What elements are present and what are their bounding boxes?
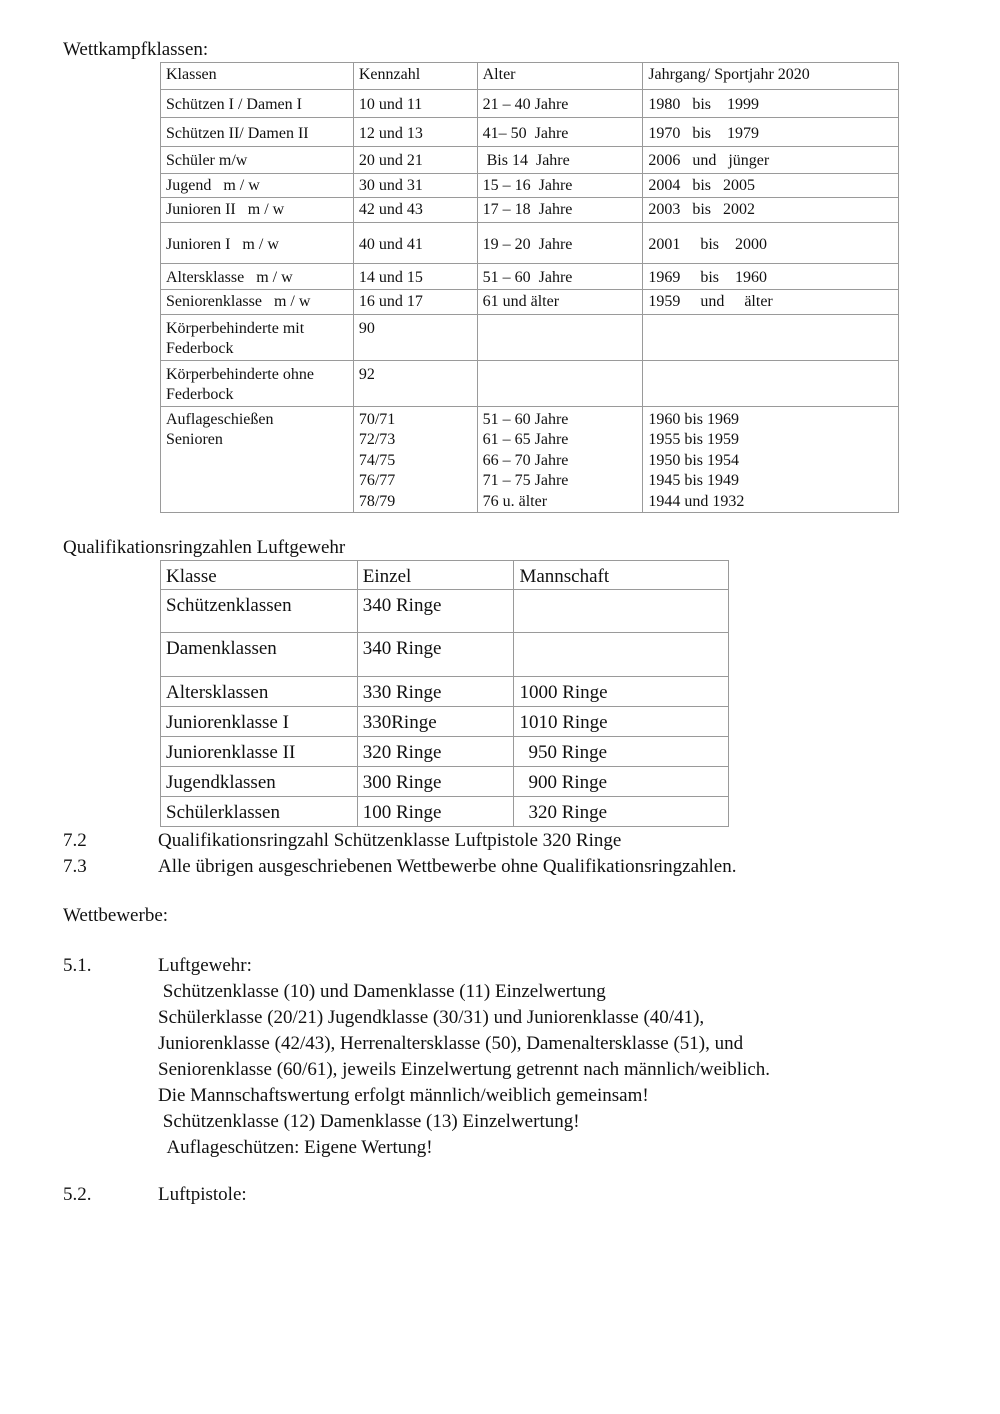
table-cell: 2006 und jünger [643,147,899,174]
table-cell: 300 Ringe [357,767,514,797]
table-cell: 20 und 21 [353,147,477,174]
section-5-1-body [158,979,770,1161]
table-cell: 1960 bis 1969 1955 bis 1959 1950 bis 1954 1945 bis 1949 1944 und 1932 [643,406,899,513]
table-cell [477,360,643,406]
table-cell: 2004 bis 2005 [643,174,899,198]
qualification-table [160,560,729,827]
table-cell: 1010 Ringe [514,707,729,737]
section-title: Luftgewehr: [158,955,252,976]
table-row [161,118,899,147]
table-row [161,406,899,513]
item-text: Qualifikationsringzahl Schützenklasse Luftpistole 320 Ringe [158,830,622,851]
table-row [161,264,899,290]
table-row [161,590,729,633]
table-cell: 51 – 60 Jahre [477,264,643,290]
section-title: Luftpistole: [158,1184,247,1205]
table-cell: Damenklassen [161,633,358,677]
table-row [161,360,899,406]
section-number: 5.1. [63,955,92,976]
table-cell: 320 Ringe [514,797,729,827]
table-cell: 15 – 16 Jahre [477,174,643,198]
table-cell: 14 und 15 [353,264,477,290]
table-cell: 92 [353,360,477,406]
table-cell: 900 Ringe [514,767,729,797]
table-cell: 1980 bis 1999 [643,90,899,118]
table-cell: 42 und 43 [353,198,477,223]
table-cell: Auflageschießen Senioren [161,406,354,513]
table-cell: Junioren I m / w [161,223,354,264]
table-cell: Seniorenklasse m / w [161,289,354,314]
table-cell: Juniorenklasse I [161,707,358,737]
wettbewerbe-title: Wettbewerbe: [63,905,169,926]
table-cell: 1000 Ringe [514,677,729,707]
table-cell: Schützen II/ Damen II [161,118,354,147]
body-line: Seniorenklasse (60/61), jeweils Einzelwertung getrennt nach männlich/weiblich. [158,1059,771,1080]
table-cell: 2001 bis 2000 [643,223,899,264]
table-cell: 10 und 11 [353,90,477,118]
table-cell: 40 und 41 [353,223,477,264]
table-cell: Jugendklassen [161,767,358,797]
table-cell: 51 – 60 Jahre 61 – 65 Jahre 66 – 70 Jahre 71 – 75 Jahre 76 u. älter [477,406,643,513]
table-row [161,633,729,677]
table-cell: 950 Ringe [514,737,729,767]
table-row [161,90,899,118]
table-cell: Einzel [357,561,514,590]
table-cell: Schülerklassen [161,797,358,827]
table-cell: Schüler m/w [161,147,354,174]
table-row [161,198,899,223]
table-row [161,737,729,767]
body-line: Auflageschützen: Eigene Wertung! [158,1137,433,1158]
table-cell: 30 und 31 [353,174,477,198]
table-cell: 320 Ringe [357,737,514,767]
table-cell: Klassen [161,63,354,90]
table-cell: 340 Ringe [357,590,514,633]
table-cell: Altersklasse m / w [161,264,354,290]
table-cell: 330 Ringe [357,677,514,707]
table-cell [514,633,729,677]
body-line: Die Mannschaftswertung erfolgt männlich/weiblich gemeinsam! [158,1085,649,1106]
table-header-row [161,561,729,590]
table-cell: 1959 und älter [643,289,899,314]
table-row [161,223,899,264]
classes-table [160,62,899,513]
table-cell: 17 – 18 Jahre [477,198,643,223]
table-cell: 12 und 13 [353,118,477,147]
table-cell: Bis 14 Jahre [477,147,643,174]
qual-title: Qualifikationsringzahlen Luftgewehr [63,537,346,558]
table-cell: 70/71 72/73 74/75 76/77 78/79 [353,406,477,513]
table-cell: 2003 bis 2002 [643,198,899,223]
table-cell: 1970 bis 1979 [643,118,899,147]
table-cell: Klasse [161,561,358,590]
table-cell: 1969 bis 1960 [643,264,899,290]
table-header-row [161,63,899,90]
table-row [161,289,899,314]
body-line: Schülerklasse (20/21) Jugendklasse (30/31) und Juniorenklasse (40/41), [158,1007,705,1028]
table-cell: Jahrgang/ Sportjahr 2020 [643,63,899,90]
table-cell: Kennzahl [353,63,477,90]
table-cell [643,360,899,406]
body-line: Schützenklasse (12) Damenklasse (13) Einzelwertung! [158,1111,580,1132]
table-row [161,174,899,198]
item-number: 7.3 [63,856,87,877]
table-row [161,677,729,707]
section-number: 5.2. [63,1184,92,1205]
item-number: 7.2 [63,830,87,851]
table-row [161,314,899,360]
item-7-2 [63,828,963,854]
item-7-3 [63,854,963,880]
item-text: Alle übrigen ausgeschriebenen Wettbewerbe ohne Qualifikationsringzahlen. [158,856,737,877]
table-cell: 90 [353,314,477,360]
table-row [161,797,729,827]
table-cell [643,314,899,360]
table-cell: Körperbehinderte ohne Federbock [161,360,354,406]
table-cell: 41– 50 Jahre [477,118,643,147]
table-cell: Juniorenklasse II [161,737,358,767]
table-cell: 16 und 17 [353,289,477,314]
section-5-2 [63,1182,963,1208]
table-cell: Junioren II m / w [161,198,354,223]
table-cell: 19 – 20 Jahre [477,223,643,264]
section-5-1 [63,953,963,979]
table-cell: 330Ringe [357,707,514,737]
body-line: Schützenklasse (10) und Damenklasse (11) Einzelwertung [158,981,606,1002]
table-row [161,707,729,737]
table-cell: 340 Ringe [357,633,514,677]
body-line: Juniorenklasse (42/43), Herrenaltersklasse (50), Damenaltersklasse (51), und [158,1033,744,1054]
table-cell [514,590,729,633]
table-row [161,147,899,174]
table-cell: Mannschaft [514,561,729,590]
table-cell: 21 – 40 Jahre [477,90,643,118]
table-cell: Alter [477,63,643,90]
table-row [161,767,729,797]
table-cell: Körperbehinderte mit Federbock [161,314,354,360]
table-cell: Jugend m / w [161,174,354,198]
table-cell: Altersklassen [161,677,358,707]
table-cell [477,314,643,360]
section-title-wettkampfklassen: Wettkampfklassen: [63,39,209,60]
table-cell: Schützen I / Damen I [161,90,354,118]
table-cell: 100 Ringe [357,797,514,827]
table-cell: Schützenklassen [161,590,358,633]
table-cell: 61 und älter [477,289,643,314]
